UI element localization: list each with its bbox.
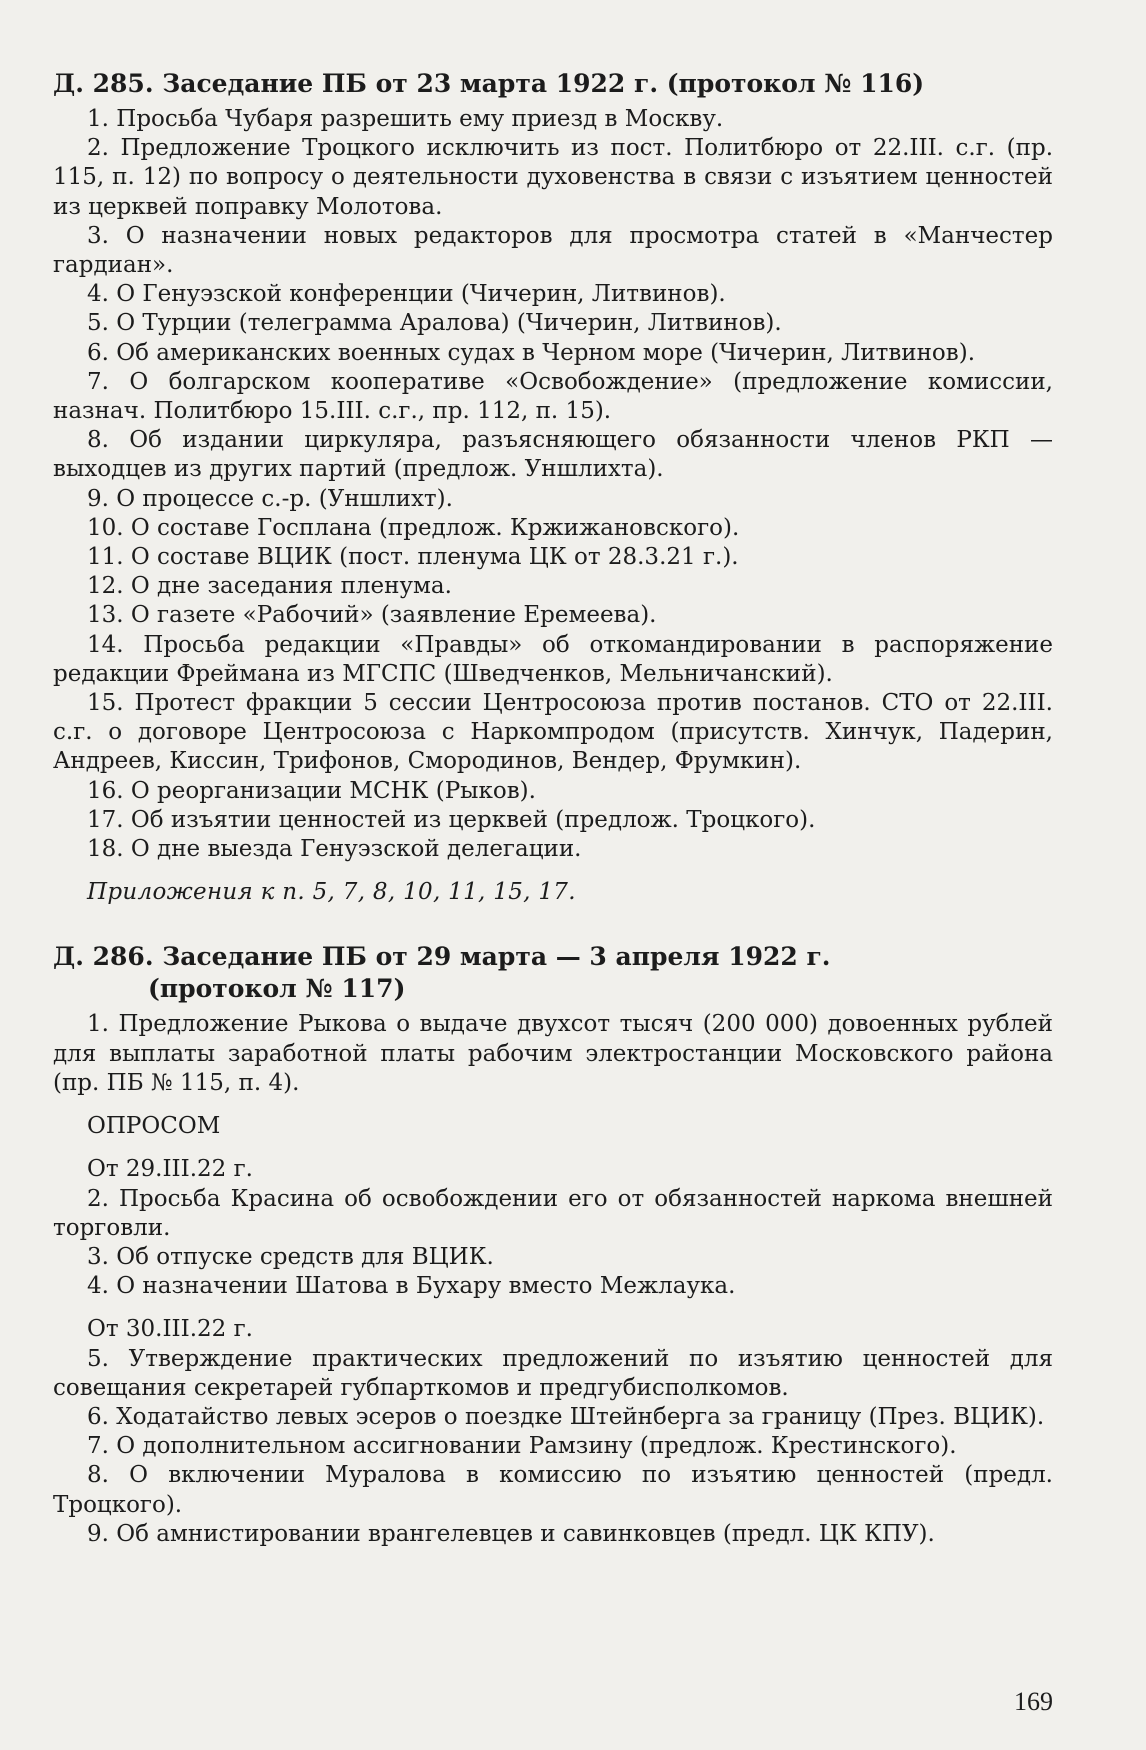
doc-285-item-14: 14. Просьба редакции «Правды» об откомандировании в распоряжение редакции Фреймана из МГСПС (Шведченков, Мельничанский). [53,631,1053,687]
doc-286-heading [53,941,1053,1005]
doc-285-heading: Д. 285. Заседание ПБ от 23 марта 1922 г. (протокол № 116) [53,69,925,98]
doc-285-item-8: 8. Об издании циркуляра, разъясняющего обязанности членов РКП — выходцев из других партий (предлож. Уншлихта). [53,427,1053,483]
doc-285-item-12: 12. О дне заседания пленума. [87,573,452,600]
doc-286-heading-line-2: (протокол № 117) [148,974,406,1004]
doc-285-item-11: 11. О составе ВЦИК (пост. пленума ЦК от 28.3.21 г.). [87,544,739,571]
doc-285-item-16: 16. О реорганизации МСНК (Рыков). [87,777,536,804]
doc-286-heading-line-1: Д. 286. Заседание ПБ от 29 марта — 3 апреля 1922 г. [53,942,831,972]
doc-285-item-10: 10. О составе Госплана (предлож. Кржижановского). [87,514,740,541]
doc-285-item-6: 6. Об американских военных судах в Черном море (Чичерин, Литвинов). [87,339,976,366]
page-number: 169 [1014,1687,1053,1716]
doc-286-item-1: 1. Предложение Рыкова о выдаче двухсот тысяч (200 000) довоенных рублей для выплаты заработной платы рабочим электростанции Московского района (пр. ПБ № 115, п. 4). [53,1011,1053,1096]
doc-285-item-4: 4. О Генуэзской конференции (Чичерин, Литвинов). [87,281,726,308]
doc-285-item-1: 1. Просьба Чубаря разрешить ему приезд в Москву. [87,106,724,132]
doc-286-item-6: 6. Ходатайство левых эсеров о поездке Штейнберга за границу (През. ВЦИК). [87,1403,1045,1430]
doc-285-item-9: 9. О процессе с.-р. (Уншлихт). [87,485,453,512]
doc-286-item-5: 5. Утверждение практических предложений по изъятию ценностей для совещания секретарей губпарткомов и предгубисполкомов. [53,1345,1053,1401]
doc-286-item-8: 8. О включении Муралова в комиссию по изъятию ценностей (предл. Троцкого). [53,1462,1053,1518]
doc-285-item-18: 18. О дне выезда Генуэзской делегации. [87,836,582,863]
doc-286-item-7: 7. О дополнительном ассигновании Рамзину (предлож. Крестинского). [87,1433,957,1460]
doc-285-item-17: 17. Об изъятии ценностей из церквей (предлож. Троцкого). [87,806,816,833]
doc-286-item-2: 2. Просьба Красина об освобождении его от обязанностей наркома внешней торговли. [53,1185,1053,1241]
doc-286-item-4: 4. О назначении Шатова в Бухару вместо Межлаука. [87,1273,736,1300]
doc-285-item-13: 13. О газете «Рабочий» (заявление Еремеева). [87,602,657,629]
doc-285-item-2: 2. Предложение Троцкого исключить из пост. Политбюро от 22.III. с.г. (пр. 115, п. 12) по вопросу о деятельности духовенства в связи с изъятием ценностей из церквей поправку Молотова. [53,135,1053,220]
by-poll-label: ОПРОСОМ [87,1113,221,1140]
page-content [53,68,1053,1549]
doc-285-item-3: 3. О назначении новых редакторов для просмотра статей в «Манчестер гардиан». [53,222,1053,279]
doc-285-item-15: 15. Протест фракции 5 сессии Центросоюза против постанов. СТО от 22.III. с.г. о договоре Центросоюза с Наркомпродом (присутств. Хинчук, Падерин, Андреев, Киссин, Трифонов, Смородинов, Вендер, Фрумкин). [53,690,1053,775]
doc-286-item-9: 9. Об амнистировании врангелевцев и савинковцев (предл. ЦК КПУ). [87,1520,935,1547]
date-29-march: От 29.III.22 г. [87,1156,253,1183]
doc-285-item-7: 7. О болгарском кооперативе «Освобождение» (предложение комиссии, назнач. Политбюро 15.III. с.г., пр. 112, п. 15). [53,368,1053,425]
doc-286-item-3: 3. Об отпуске средств для ВЦИК. [87,1243,494,1270]
doc-285-appendix-note: Приложения к п. 5, 7, 8, 10, 11, 15, 17. [87,879,576,906]
doc-285-item-5: 5. О Турции (телеграмма Аралова) (Чичерин, Литвинов). [87,310,782,337]
date-30-march: От 30.III.22 г. [87,1316,253,1343]
